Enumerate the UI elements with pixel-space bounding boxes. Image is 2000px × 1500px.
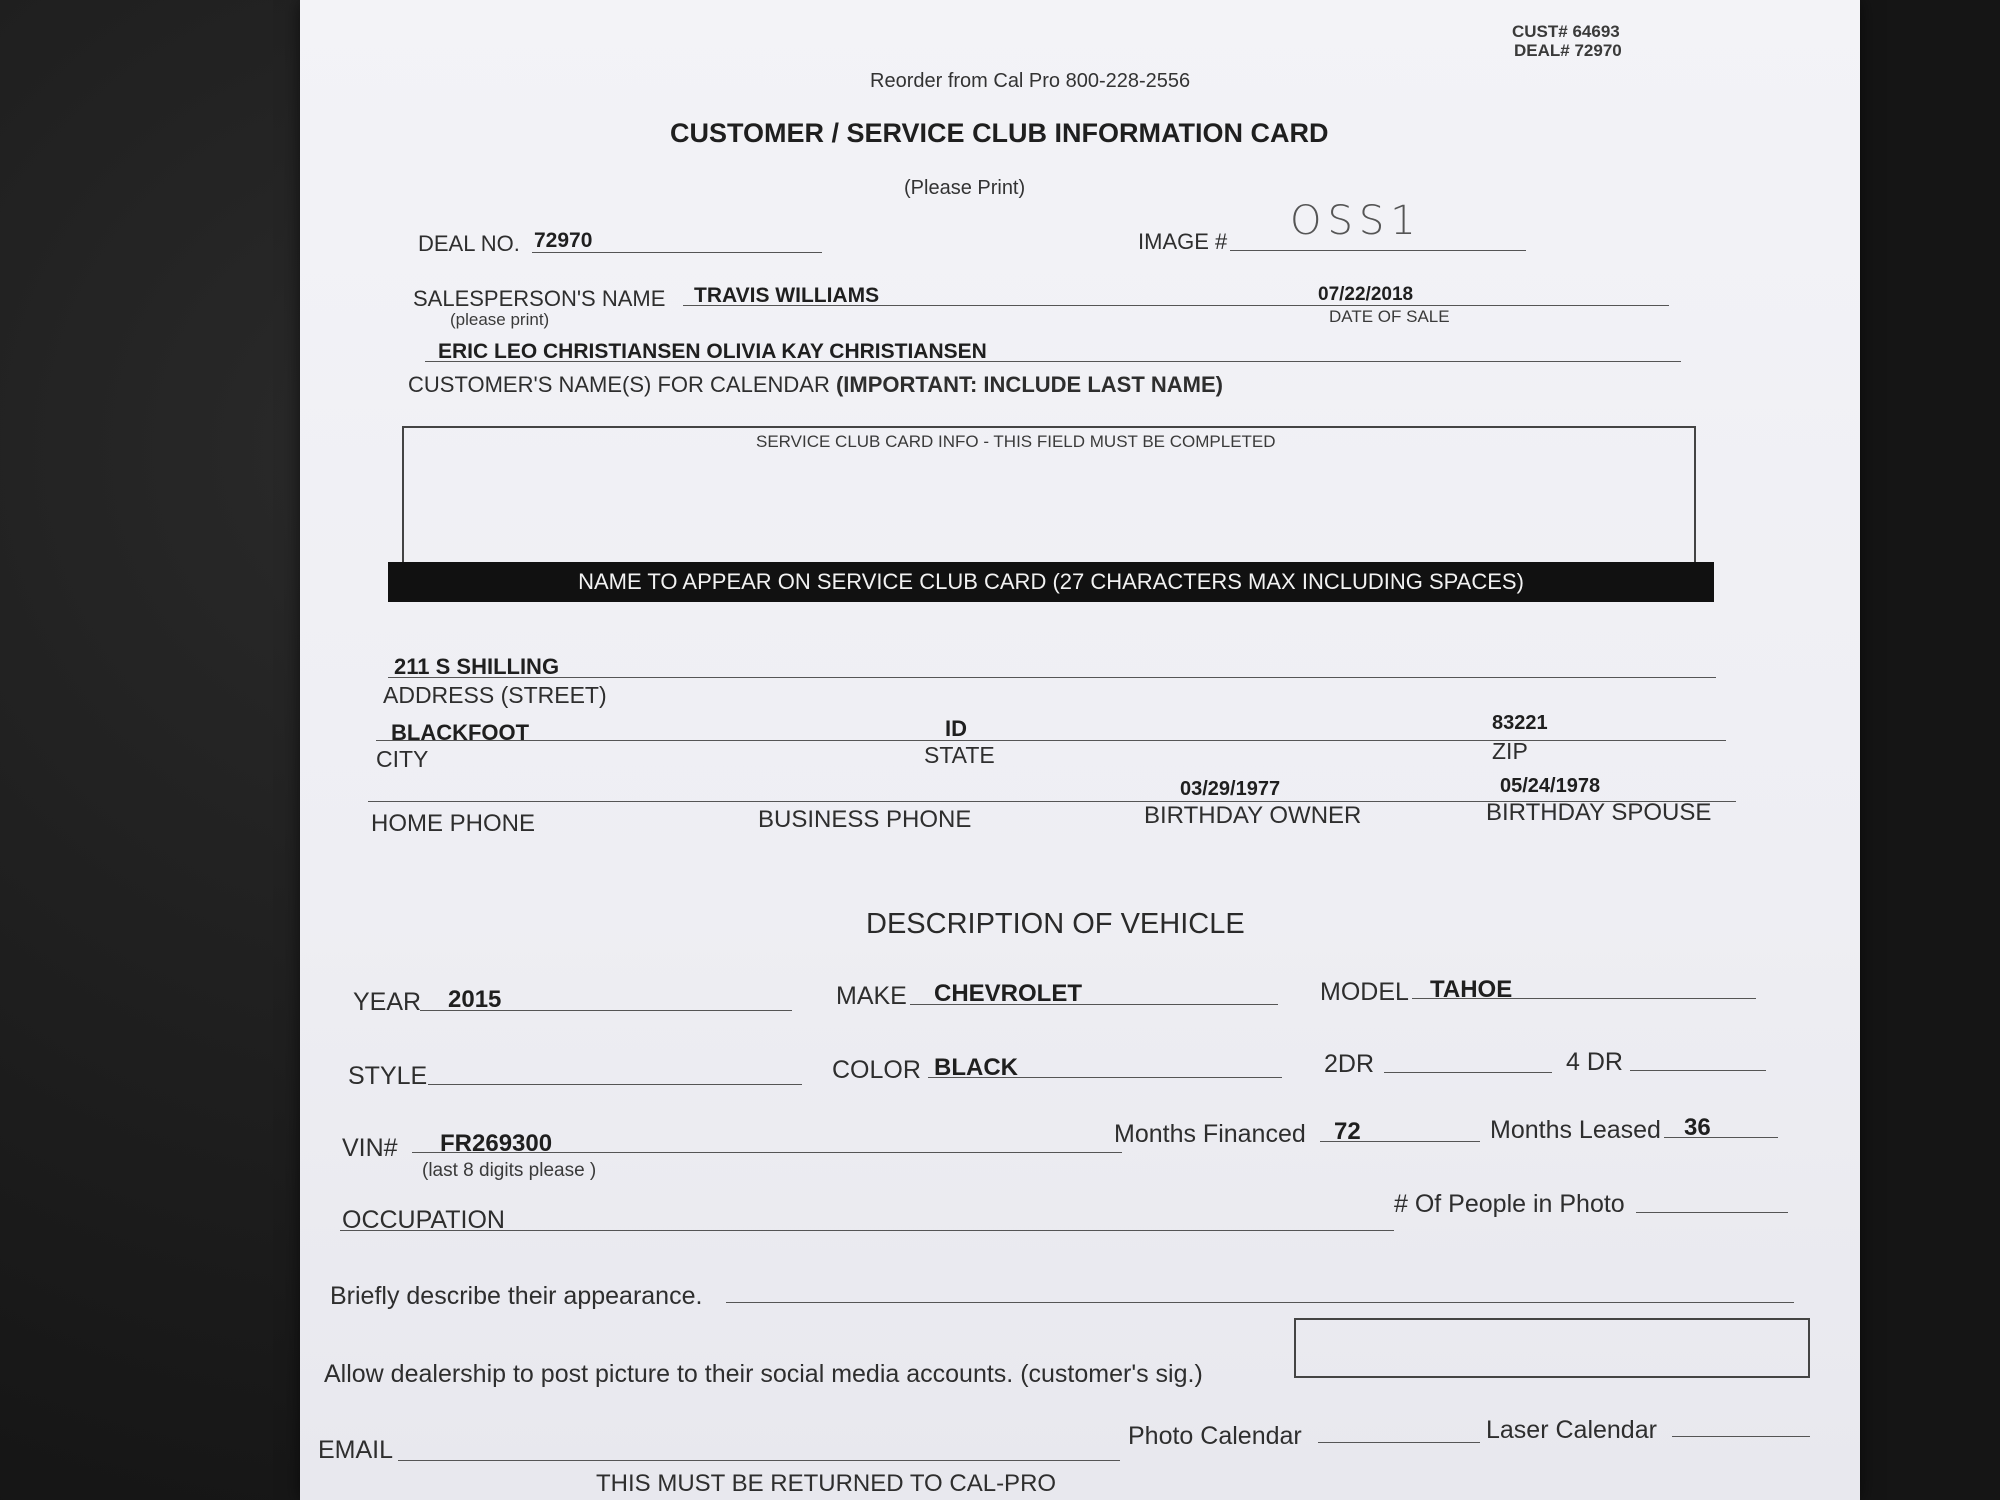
salesperson-value[interactable]: TRAVIS WILLIAMS [694, 284, 880, 307]
customer-names-line [425, 361, 1681, 362]
please-print-note: (Please Print) [904, 177, 1026, 199]
birthday-spouse-value[interactable]: 05/24/1978 [1500, 775, 1601, 797]
information-card [300, 0, 1860, 1500]
city-label: CITY [376, 746, 429, 772]
year-line [420, 1010, 792, 1011]
image-number-line [1230, 250, 1526, 251]
return-footer: THIS MUST BE RETURNED TO CAL-PRO [596, 1470, 1057, 1497]
months-leased-label: Months Leased [1490, 1116, 1661, 1144]
style-label: STYLE [348, 1062, 428, 1090]
social-media-label: Allow dealership to post picture to their social media accounts. (customer's sig.) [324, 1360, 1203, 1388]
home-phone-label: HOME PHONE [371, 810, 536, 837]
model-label: MODEL [1320, 978, 1409, 1006]
service-club-name-bar: NAME TO APPEAR ON SERVICE CLUB CARD (27 CHARACTERS MAX INCLUDING SPACES) [388, 562, 1714, 602]
months-financed-value[interactable]: 72 [1334, 1118, 1361, 1145]
occupation-label: OCCUPATION [342, 1206, 505, 1234]
deal-number-corner: DEAL# 72970 [1514, 41, 1622, 60]
business-phone-label: BUSINESS PHONE [758, 806, 972, 833]
people-in-photo-label: # Of People in Photo [1394, 1190, 1625, 1218]
customer-names-label-important: (IMPORTANT: INCLUDE LAST NAME) [835, 372, 1223, 397]
salesperson-label: SALESPERSON'S NAME [413, 286, 666, 311]
photo-calendar-label: Photo Calendar [1128, 1422, 1302, 1450]
year-label: YEAR [353, 988, 422, 1016]
vin-value[interactable]: FR269300 [440, 1130, 553, 1157]
date-of-sale-label: DATE OF SALE [1329, 307, 1450, 326]
email-label: EMAIL [318, 1436, 394, 1464]
vin-label: VIN# [342, 1134, 398, 1162]
zip-label: ZIP [1492, 738, 1528, 764]
appearance-label: Briefly describe their appearance. [330, 1282, 703, 1310]
four-door-label: 4 DR [1566, 1048, 1623, 1076]
make-label: MAKE [836, 982, 907, 1010]
color-label: COLOR [832, 1056, 921, 1084]
vin-line [412, 1152, 1122, 1153]
zip-value[interactable]: 83221 [1492, 712, 1548, 734]
city-value[interactable]: BLACKFOOT [391, 720, 530, 745]
social-media-signature-box[interactable] [1294, 1318, 1810, 1378]
customer-names-value[interactable]: ERIC LEO CHRISTIANSEN OLIVIA KAY CHRISTIANSEN [438, 340, 987, 363]
months-financed-line [1320, 1141, 1480, 1142]
image-number-label: IMAGE # [1138, 229, 1228, 254]
reorder-text: Reorder from Cal Pro 800-228-2556 [870, 70, 1191, 92]
cust-number: CUST# 64693 [1512, 22, 1620, 41]
birthday-owner-value[interactable]: 03/29/1977 [1180, 778, 1281, 800]
months-leased-value[interactable]: 36 [1684, 1114, 1711, 1141]
deal-no-line [532, 252, 822, 253]
laser-calendar-line [1672, 1436, 1810, 1437]
salesperson-sub-label: (please print) [450, 310, 550, 329]
color-line [928, 1077, 1282, 1078]
customer-names-label [408, 372, 1223, 398]
vin-sub-label: (last 8 digits please ) [422, 1160, 597, 1181]
street-line [388, 677, 1716, 678]
people-in-photo-line [1636, 1212, 1788, 1213]
two-door-label: 2DR [1324, 1050, 1375, 1078]
make-line [910, 1004, 1278, 1005]
model-line [1412, 998, 1756, 999]
customer-names-label-text: CUSTOMER'S NAME(S) FOR CALENDAR [408, 372, 830, 397]
year-value[interactable]: 2015 [448, 986, 502, 1013]
deal-no-label: DEAL NO. [418, 231, 520, 256]
date-of-sale-value[interactable]: 07/22/2018 [1318, 284, 1414, 305]
occupation-line [340, 1230, 1394, 1231]
service-club-box-title: SERVICE CLUB CARD INFO - THIS FIELD MUST BE COMPLETED [756, 432, 1276, 451]
vehicle-section-title: DESCRIPTION OF VEHICLE [866, 908, 1245, 940]
salesperson-line [683, 305, 1669, 306]
page-title: CUSTOMER / SERVICE CLUB INFORMATION CARD [670, 118, 1329, 148]
birthday-owner-label: BIRTHDAY OWNER [1144, 802, 1362, 829]
street-value[interactable]: 211 S SHILLING [394, 654, 560, 679]
appearance-line [726, 1302, 1794, 1303]
four-door-line [1630, 1070, 1766, 1071]
months-leased-line [1664, 1137, 1778, 1138]
two-door-line [1384, 1072, 1552, 1073]
state-label: STATE [924, 742, 995, 768]
model-value[interactable]: TAHOE [1430, 976, 1513, 1003]
email-line [398, 1460, 1120, 1461]
color-value[interactable]: BLACK [934, 1054, 1018, 1081]
deal-no-value[interactable]: 72970 [534, 229, 593, 252]
photo-calendar-line [1318, 1442, 1480, 1443]
image-number-value[interactable]: OSS1 [1290, 198, 1422, 244]
months-financed-label: Months Financed [1114, 1120, 1306, 1148]
street-label: ADDRESS (STREET) [383, 682, 607, 708]
make-value[interactable]: CHEVROLET [934, 980, 1083, 1007]
state-value[interactable]: ID [945, 716, 967, 741]
laser-calendar-label: Laser Calendar [1486, 1416, 1657, 1444]
birthday-spouse-label: BIRTHDAY SPOUSE [1486, 799, 1712, 826]
style-line [428, 1084, 802, 1085]
